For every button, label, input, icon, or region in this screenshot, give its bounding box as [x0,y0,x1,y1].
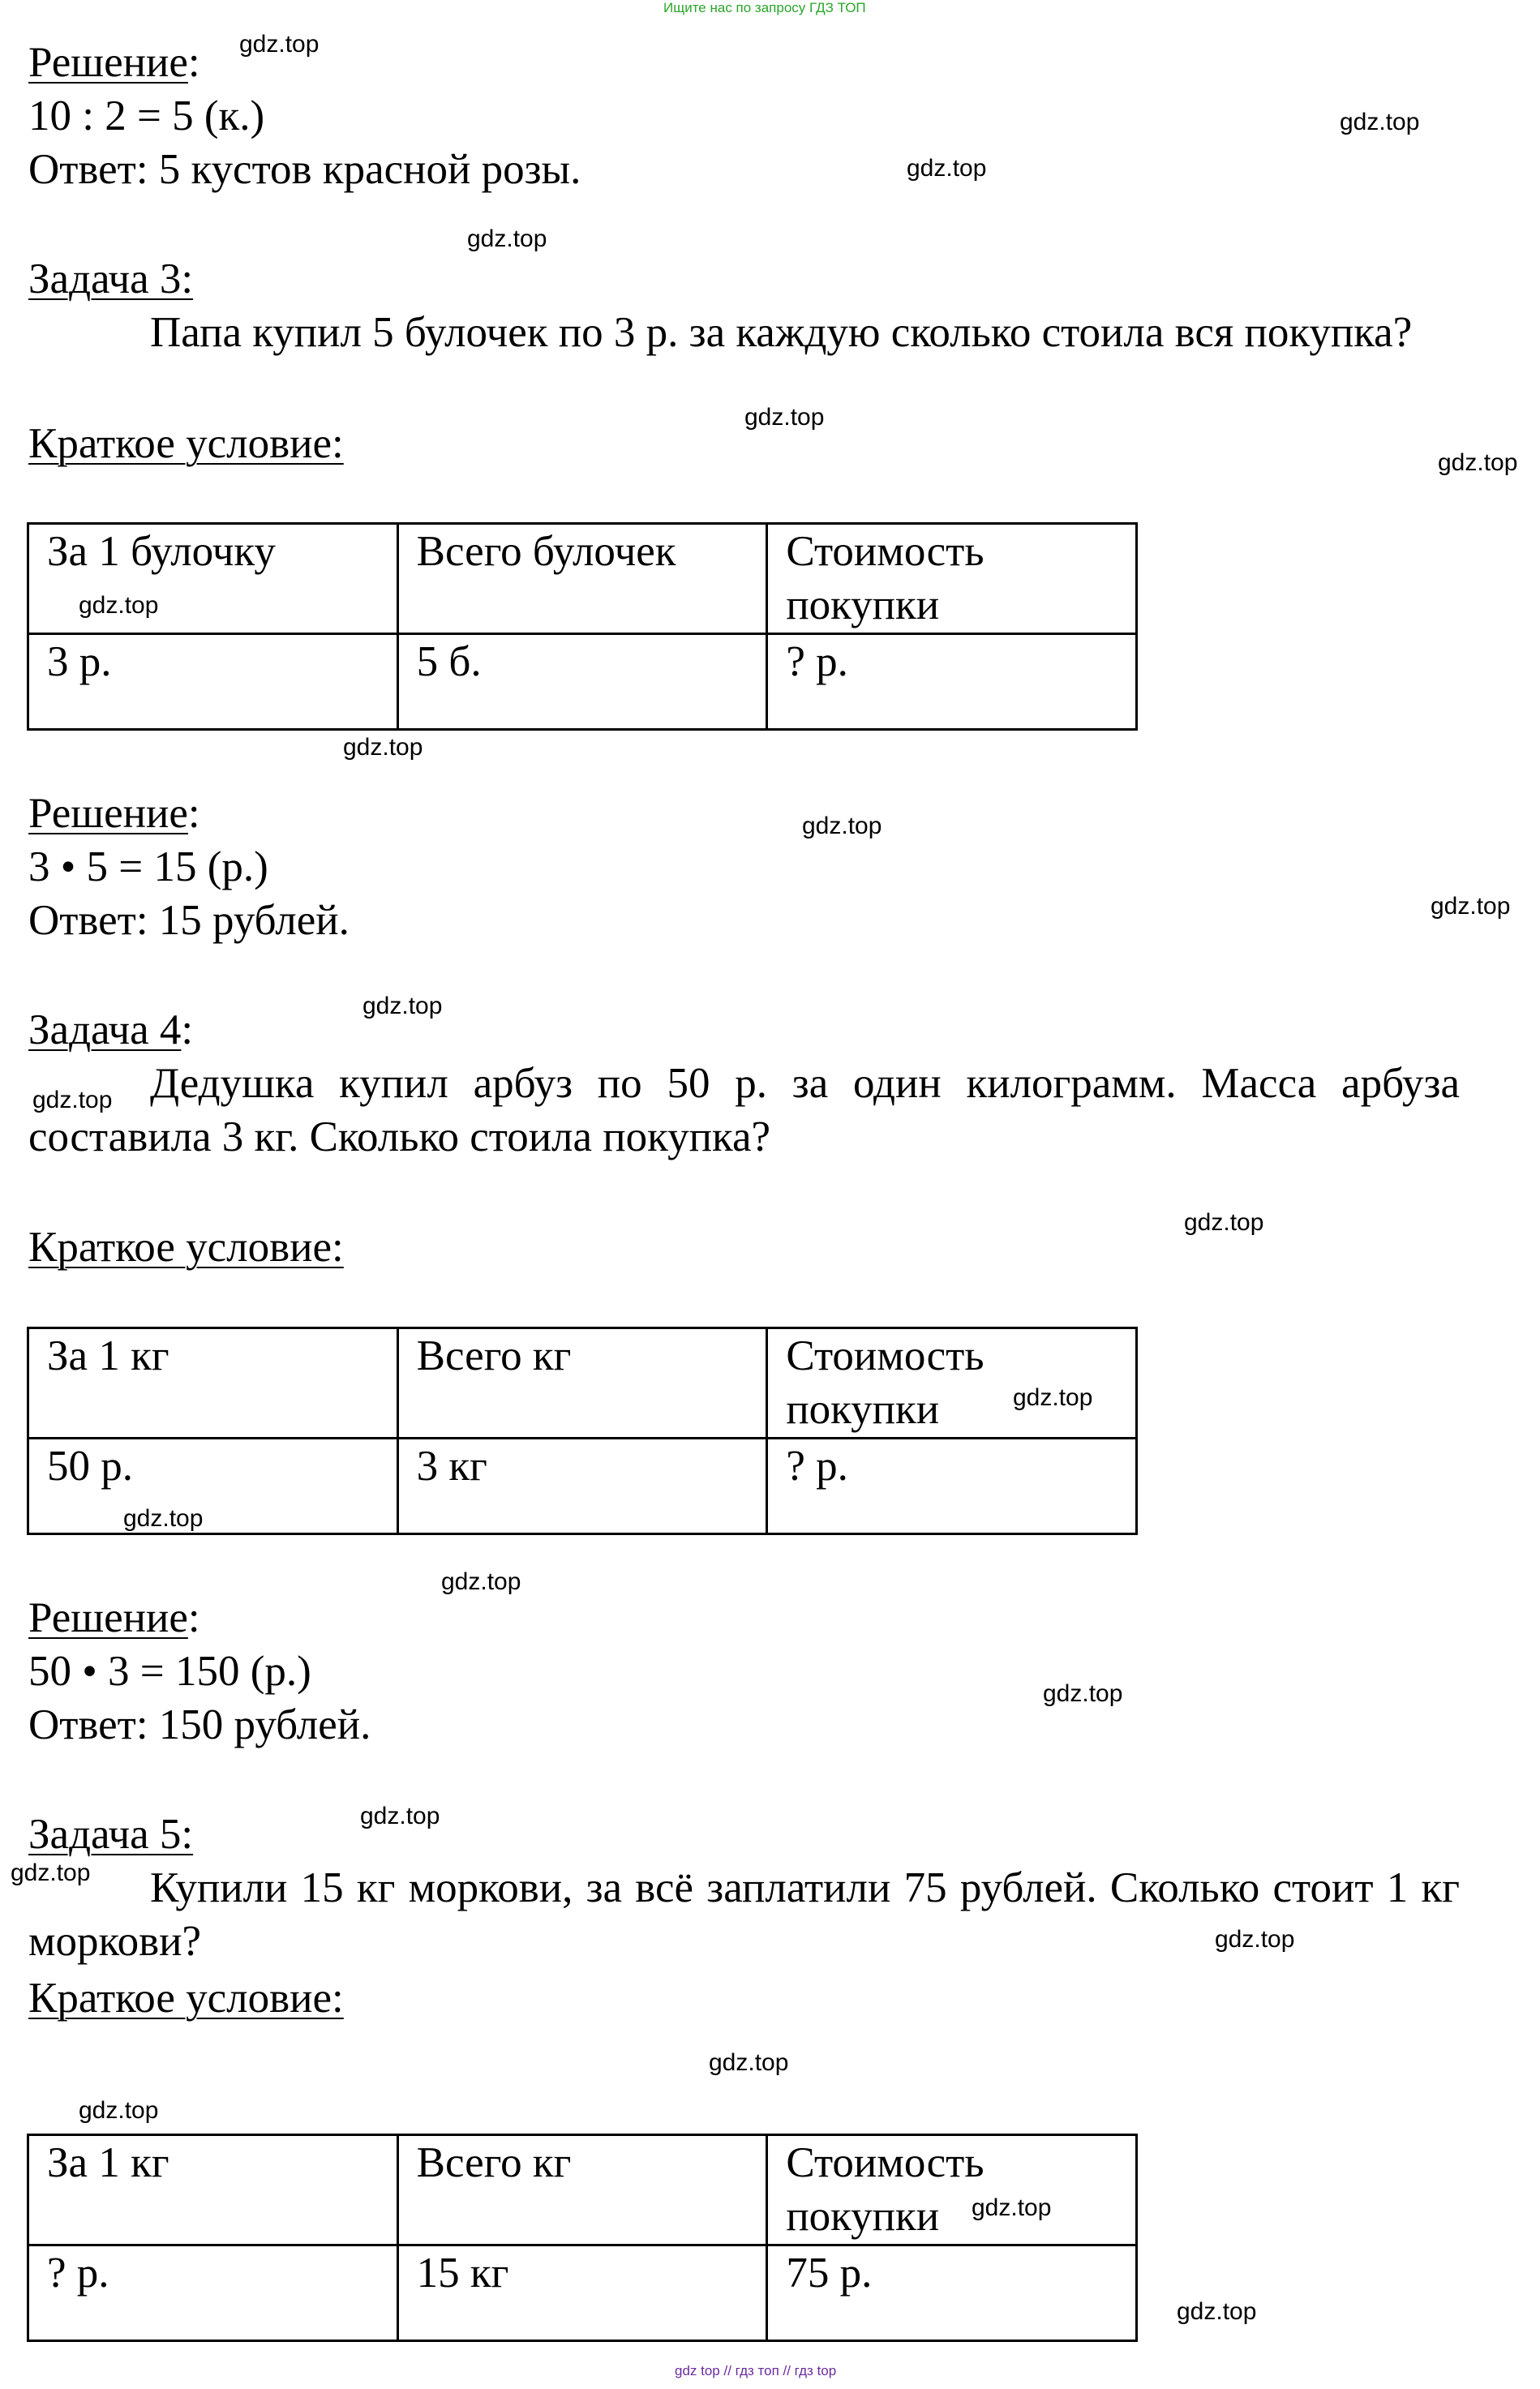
task5-header-total-count: Всего кг [397,2135,767,2245]
task4-header-cost: Стоимость покупки [767,1328,1137,1439]
task3-value-cost: ? р. [767,634,1137,730]
watermark: gdz.top [79,592,159,619]
watermark: gdz.top [709,2049,789,2076]
watermark: gdz.top [1177,2298,1257,2325]
watermark: gdz.top [11,1859,91,1886]
watermark: gdz.top [1340,109,1420,135]
watermark: gdz.top [123,1505,204,1532]
task4-header-per-unit: За 1 кг [28,1328,398,1439]
task4-title: Задача 4 [28,1006,182,1053]
task4-condition-label: Краткое условие: [28,1224,344,1271]
task3-header-cost: Стоимость покупки [767,524,1137,634]
watermark: gdz.top [907,155,987,182]
prev-answer: Ответ: 5 кустов красной розы. [28,146,581,193]
task4-heading: Задача 4: [28,1006,194,1053]
task3-condition-table [27,522,1138,731]
header-note: Ищите нас по запросу ГДЗ ТОП [663,0,866,15]
watermark: gdz.top [79,2097,159,2124]
task5-text: Купили 15 кг моркови, за всё заплатили 75 рублей. Сколько стоит 1 кг моркови? [28,1864,1460,1965]
task5-condition-table [27,2134,1138,2342]
watermark: gdz.top [1431,893,1511,920]
watermark: gdz.top [1438,449,1518,476]
task4-expression: 50 • 3 = 150 (р.) [28,1648,311,1695]
prev-solution-label: Решение [28,39,188,86]
task4-text: Дедушка купил арбуз по 50 р. за один килограмм. Масса арбуза составила 3 кг. Сколько стоила покупка? [28,1060,1460,1160]
task4-value-cost: ? р. [767,1439,1137,1534]
task3-value-per-unit: 3 р. [28,634,398,730]
task4-header-total-count: Всего кг [397,1328,767,1439]
task3-title: Задача 3: [28,255,194,302]
task5-value-total-count: 15 кг [397,2245,767,2341]
watermark: gdz.top [1043,1680,1123,1707]
watermark: gdz.top [343,734,423,761]
task4-solution-heading: Решение: [28,1594,200,1641]
watermark: gdz.top [1184,1209,1264,1236]
task3-condition-label: Краткое условие: [28,420,344,467]
task4-condition-table [27,1327,1138,1535]
task4-answer: Ответ: 150 рублей. [28,1701,371,1748]
task5-condition-label: Краткое условие: [28,1975,344,2022]
watermark: gdz.top [360,1803,440,1829]
footer-note: gdz top // гдз топ // гдз top [675,2363,837,2378]
watermark: gdz.top [362,993,443,1019]
watermark: gdz.top [1215,1926,1295,1953]
watermark: gdz.top [239,31,320,58]
prev-expression: 10 : 2 = 5 (к.) [28,92,265,139]
task5-value-cost: 75 р. [767,2245,1137,2341]
task3-expression: 3 • 5 = 15 (р.) [28,843,268,890]
task3-value-total-count: 5 б. [397,634,767,730]
watermark: gdz.top [744,404,825,431]
task3-header-total-count: Всего булочек [397,524,767,634]
task3-header-per-unit: За 1 булочку [28,524,398,634]
task4-value-per-unit: 50 р. [28,1439,398,1534]
watermark: gdz.top [1013,1384,1093,1411]
watermark: gdz.top [441,1568,521,1595]
task5-header-per-unit: За 1 кг [28,2135,398,2245]
task5-header-cost: Стоимость покупки [767,2135,1137,2245]
task4-value-total-count: 3 кг [397,1439,767,1534]
task3-solution-heading: Решение: [28,790,200,837]
watermark: gdz.top [467,225,547,252]
watermark: gdz.top [972,2194,1052,2221]
prev-solution-heading: Решение: [28,39,200,86]
watermark: gdz.top [32,1087,113,1113]
task3-solution-label: Решение [28,790,188,837]
task3-answer: Ответ: 15 рублей. [28,897,350,944]
task3-text: Папа купил 5 булочек по 3 р. за каждую сколько стоила вся покупка? [150,309,1413,356]
task4-solution-label: Решение [28,1594,188,1641]
watermark: gdz.top [802,813,882,839]
task5-title: Задача 5: [28,1811,194,1858]
task5-value-per-unit: ? р. [28,2245,398,2341]
